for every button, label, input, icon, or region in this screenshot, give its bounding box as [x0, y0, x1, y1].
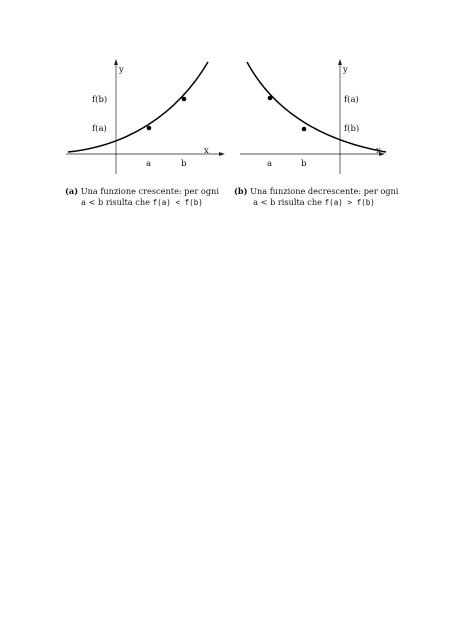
caption-text: Una funzione crescente: per ogni — [80, 186, 219, 196]
y-axis-label: y — [119, 65, 124, 75]
y-axis-label: y — [343, 65, 348, 75]
caption-increasing — [62, 186, 222, 208]
increasing-curve — [68, 62, 208, 152]
plot-increasing — [66, 56, 246, 176]
caption-tag: (a) — [65, 186, 79, 196]
caption-line-1 — [62, 186, 222, 197]
caption-math: f(a) > f(b) — [324, 198, 375, 207]
y-tick-fb: f(b) — [92, 95, 108, 105]
caption-condition: a < b risulta che — [81, 197, 153, 207]
caption-decreasing — [234, 186, 399, 208]
caption-math: f(a) < f(b) — [152, 198, 203, 207]
x-axis-label: x — [376, 146, 381, 156]
decreasing-curve — [247, 62, 386, 152]
plot-decreasing — [234, 56, 414, 176]
y-axis-arrow-icon — [338, 59, 342, 65]
caption-tag: (b) — [234, 186, 248, 196]
y-tick-fa: f(a) — [344, 95, 359, 105]
x-tick-b: b — [181, 159, 187, 169]
x-tick-a: a — [146, 159, 152, 169]
y-tick-fa: f(a) — [92, 124, 107, 134]
point-b — [182, 97, 187, 102]
figure-increasing — [66, 56, 246, 176]
point-b — [302, 127, 307, 132]
y-tick-fb: f(b) — [344, 124, 360, 134]
x-tick-b: b — [301, 159, 307, 169]
caption-condition: a < b risulta che — [253, 197, 325, 207]
x-axis-arrow-icon — [219, 152, 225, 156]
caption-text: Una funzione decrescente: per ogni — [250, 186, 399, 196]
figure-decreasing — [234, 56, 414, 176]
x-tick-a: a — [267, 159, 273, 169]
point-a — [268, 96, 273, 101]
caption-line-2 — [62, 197, 222, 208]
caption-line-1 — [234, 186, 399, 197]
caption-line-2 — [234, 197, 394, 208]
point-a — [147, 126, 152, 131]
x-axis-label: x — [204, 146, 209, 156]
y-axis-arrow-icon — [114, 59, 118, 65]
